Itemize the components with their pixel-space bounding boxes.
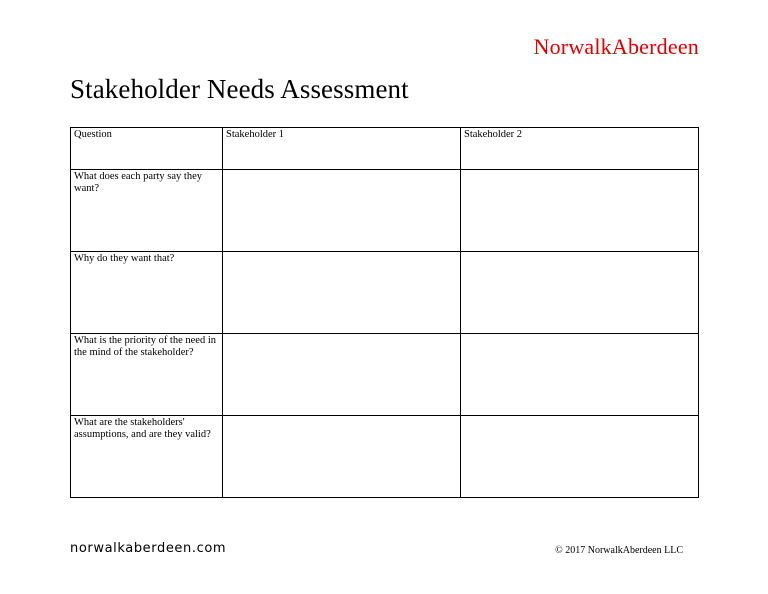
table-row <box>71 416 699 498</box>
question-cell: What are the stakeholders' assumptions, and are they valid? <box>71 416 223 498</box>
stakeholder-1-cell[interactable] <box>223 334 461 416</box>
footer-copyright: © 2017 NorwalkAberdeen LLC <box>555 545 683 556</box>
table-header-row <box>71 128 699 170</box>
table-row <box>71 252 699 334</box>
header-stakeholder-1: Stakeholder 1 <box>223 128 461 170</box>
stakeholder-1-cell[interactable] <box>223 416 461 498</box>
header-stakeholder-2: Stakeholder 2 <box>461 128 699 170</box>
stakeholder-2-cell[interactable] <box>461 334 699 416</box>
table-row <box>71 334 699 416</box>
header-question: Question <box>71 128 223 170</box>
stakeholder-2-cell[interactable] <box>461 252 699 334</box>
assessment-table <box>70 127 699 498</box>
question-cell: Why do they want that? <box>71 252 223 334</box>
stakeholder-1-cell[interactable] <box>223 252 461 334</box>
question-cell: What does each party say they want? <box>71 170 223 252</box>
table-row <box>71 170 699 252</box>
footer-website: norwalkaberdeen.com <box>70 541 227 556</box>
brand-logo: NorwalkAberdeen <box>533 34 699 59</box>
stakeholder-2-cell[interactable] <box>461 416 699 498</box>
stakeholder-1-cell[interactable] <box>223 170 461 252</box>
stakeholder-2-cell[interactable] <box>461 170 699 252</box>
page-title: Stakeholder Needs Assessment <box>70 74 409 104</box>
question-cell: What is the priority of the need in the mind of the stakeholder? <box>71 334 223 416</box>
